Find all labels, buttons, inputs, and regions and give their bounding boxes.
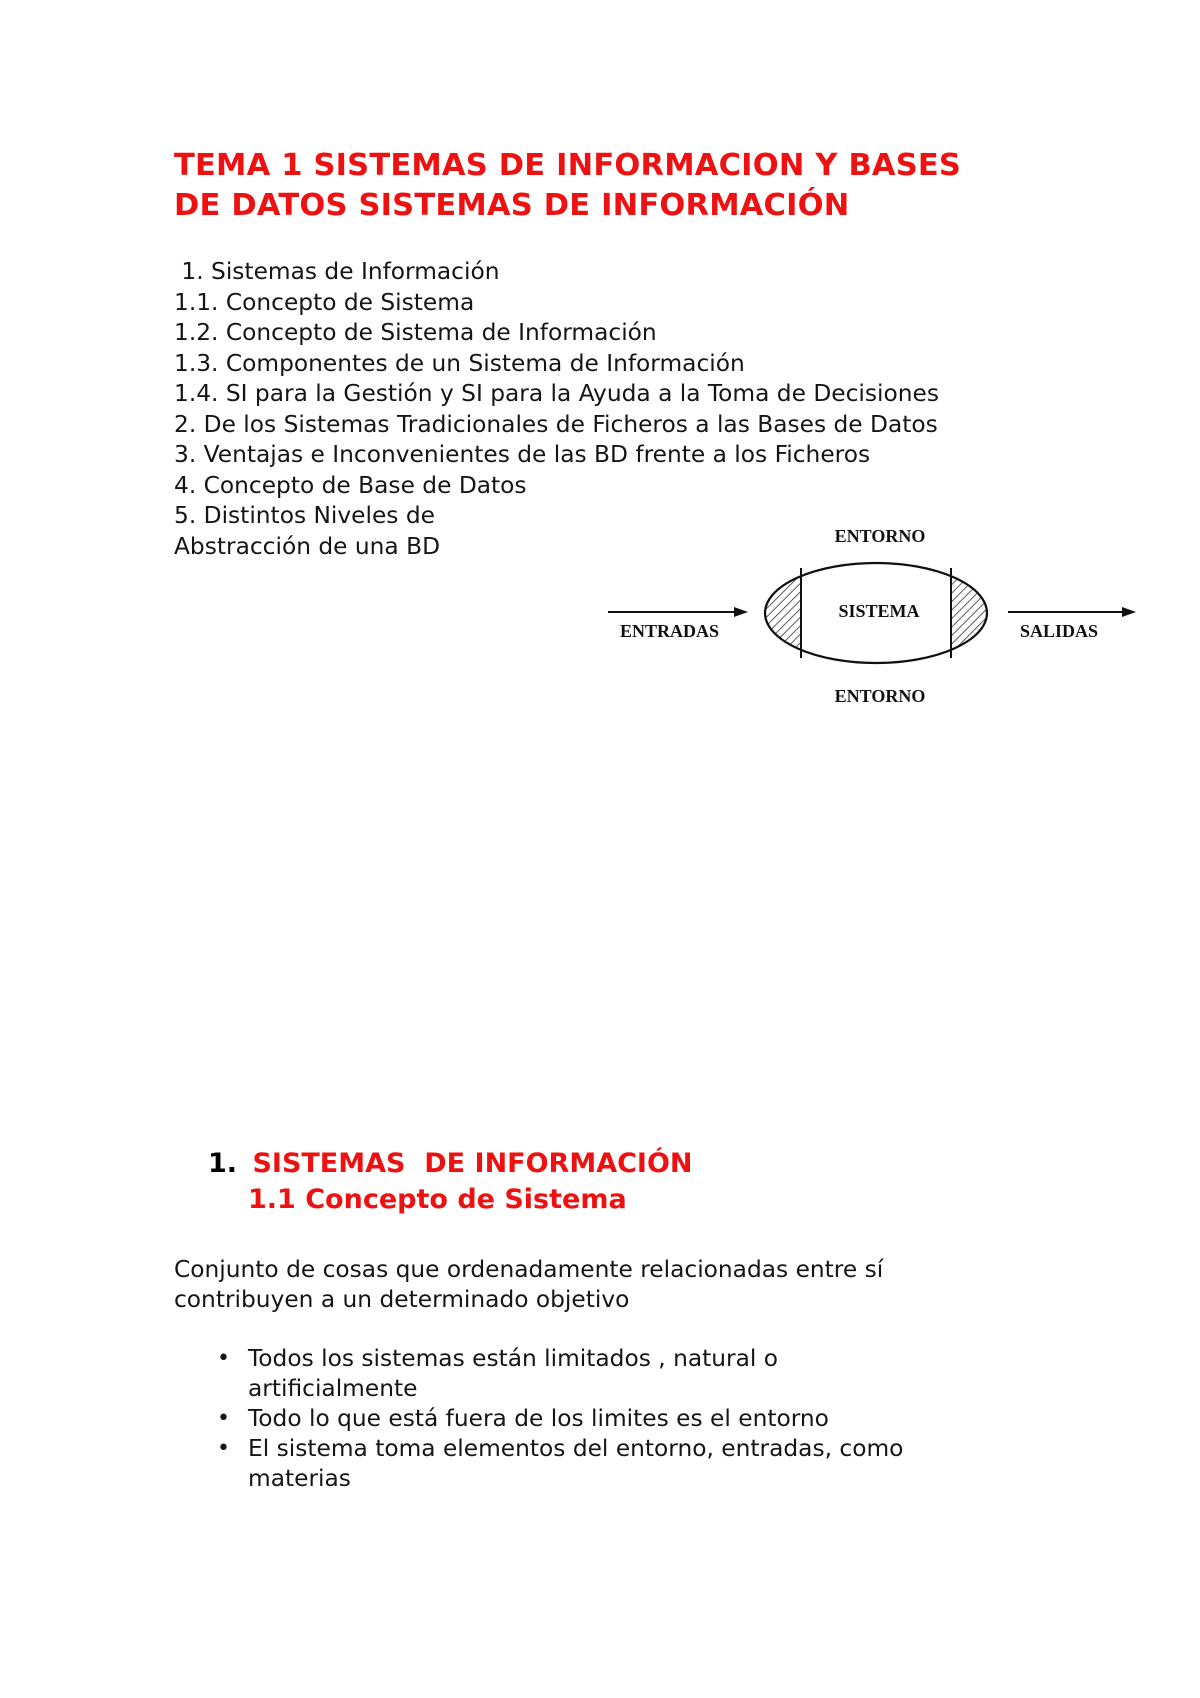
document-title bbox=[174, 146, 961, 226]
toc-item: 1.4. SI para la Gestión y SI para la Ayuda a la Toma de Decisiones bbox=[174, 380, 939, 407]
sistema-label: SISTEMA bbox=[838, 601, 920, 621]
toc-item: Abstracción de una BD bbox=[174, 532, 441, 560]
top-entorno-label: ENTORNO bbox=[834, 526, 926, 546]
toc-item: 1. Sistemas de Información bbox=[174, 258, 500, 285]
bullet-icon: • bbox=[217, 1346, 230, 1371]
list-item-text: Todos los sistemas están limitados , natural o bbox=[248, 1345, 779, 1372]
definition-paragraph bbox=[174, 1255, 883, 1315]
list-item-text: Todo lo que está fuera de los limites es el entorno bbox=[248, 1405, 829, 1432]
left-hatched-band bbox=[760, 560, 802, 670]
toc-item: 4. Concepto de Base de Datos bbox=[174, 471, 527, 499]
toc-item: 2. De los Sistemas Tradicionales de Ficheros a las Bases de Datos bbox=[174, 410, 938, 438]
toc-item: 5. Distintos Niveles de bbox=[174, 502, 435, 529]
list-item-text: El sistema toma elementos del entorno, entradas, como bbox=[248, 1435, 904, 1462]
system-diagram bbox=[600, 520, 1140, 720]
title-line-1: TEMA 1 SISTEMAS DE INFORMACION Y BASES bbox=[174, 148, 962, 183]
list-item bbox=[217, 1344, 1008, 1404]
bullet-icon: • bbox=[217, 1436, 230, 1461]
list-item bbox=[217, 1434, 1008, 1494]
toc-item: 1.3. Componentes de un Sistema de Información bbox=[174, 349, 745, 377]
bullet-icon: • bbox=[217, 1406, 230, 1431]
definition-line-1: Conjunto de cosas que ordenadamente relacionadas entre sí bbox=[174, 1256, 884, 1283]
bottom-entorno-label: ENTORNO bbox=[834, 686, 926, 706]
bullet-list bbox=[217, 1344, 1008, 1494]
section-title: SISTEMAS DE INFORMACIÓN bbox=[252, 1148, 693, 1179]
list-item bbox=[217, 1404, 1008, 1434]
entradas-label: ENTRADAS bbox=[620, 621, 720, 641]
input-arrowhead bbox=[734, 607, 748, 617]
toc-item: 1.1. Concepto de Sistema bbox=[174, 288, 475, 316]
section-number: 1. bbox=[208, 1148, 238, 1179]
title-line-2: DE DATOS SISTEMAS DE INFORMACIÓN bbox=[174, 188, 850, 223]
section-heading bbox=[208, 1148, 693, 1179]
output-arrowhead bbox=[1122, 607, 1136, 617]
list-item-text: materias bbox=[248, 1465, 351, 1492]
toc-item: 1.2. Concepto de Sistema de Información bbox=[174, 319, 657, 346]
list-item-text: artificialmente bbox=[248, 1375, 418, 1402]
right-hatched-band bbox=[950, 560, 992, 670]
subsection-heading: 1.1 Concepto de Sistema bbox=[248, 1184, 627, 1215]
toc-item: 3. Ventajas e Inconvenientes de las BD frente a los Ficheros bbox=[174, 441, 871, 468]
table-of-contents bbox=[174, 257, 939, 562]
definition-line-2: contribuyen a un determinado objetivo bbox=[174, 1286, 630, 1313]
salidas-label: SALIDAS bbox=[1020, 621, 1099, 641]
